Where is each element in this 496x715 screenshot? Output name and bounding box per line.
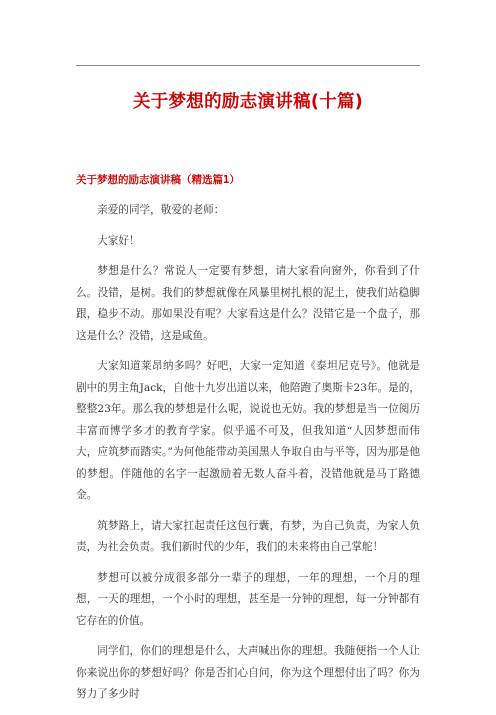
paragraph-salutation: 亲爱的同学，敬爱的老师： xyxy=(97,204,225,216)
document-title: 关于梦想的励志演讲稿(十篇) xyxy=(132,92,364,112)
body-text xyxy=(76,200,420,715)
paragraph-greeting: 大家好！ xyxy=(97,234,140,247)
paragraph: 大家知道莱昂纳多吗？好吧，大家一定知道《泰坦尼克号》。他就是剧中的男主角Jack，自他十九岁出道以来，他陪跑了奥斯卡23年。是的，整整23年。那么我的梦想是什么呢，说说也无妨。我的梦想是当一位阅历丰富而博学多才的教育学家。似乎遥不可及，但我知道“人因梦想而伟大，应筑梦而踏实。”为何他能带动美国黑人争取自由与平等，因为那是他的梦想。伴随他的名字一起激励着无数人奋斗着，没错他就是马丁路德金。 xyxy=(76,360,420,501)
paragraph: 梦想可以被分成很多部分一辈子的理想，一年的理想，一个月的理想，一天的理想，一个小时的理想，甚至是一分钟的理想，每一分钟都有它存在的价值。 xyxy=(76,571,420,627)
header-rule xyxy=(76,65,420,66)
paragraph: 梦想是什么？常说人一定要有梦想，请大家看向窗外，你看到了什么。没错，是树。我们的梦想就像在风暴里树扎根的泥土，使我们站稳脚跟，稳步不动。那如果没有呢？大家看这是什么？没错它是一个盘子，那这是什么？没错，这是咸鱼。 xyxy=(76,265,420,342)
section-heading: 关于梦想的励志演讲稿（精选篇1） xyxy=(76,174,240,186)
paragraph: 筑梦路上，请大家扛起责任这包行囊，有梦，为自己负责，为家人负责，为社会负责。我们新时代的少年，我们的未来将由自己掌舵！ xyxy=(76,519,420,553)
paragraph: 同学们，你们的理想是什么，大声喊出你的理想。我随便指一个人让你来说出你的梦想好吗？你是否扪心自问，你为这个理想付出了吗？你为努力了多少时 xyxy=(76,645,420,700)
